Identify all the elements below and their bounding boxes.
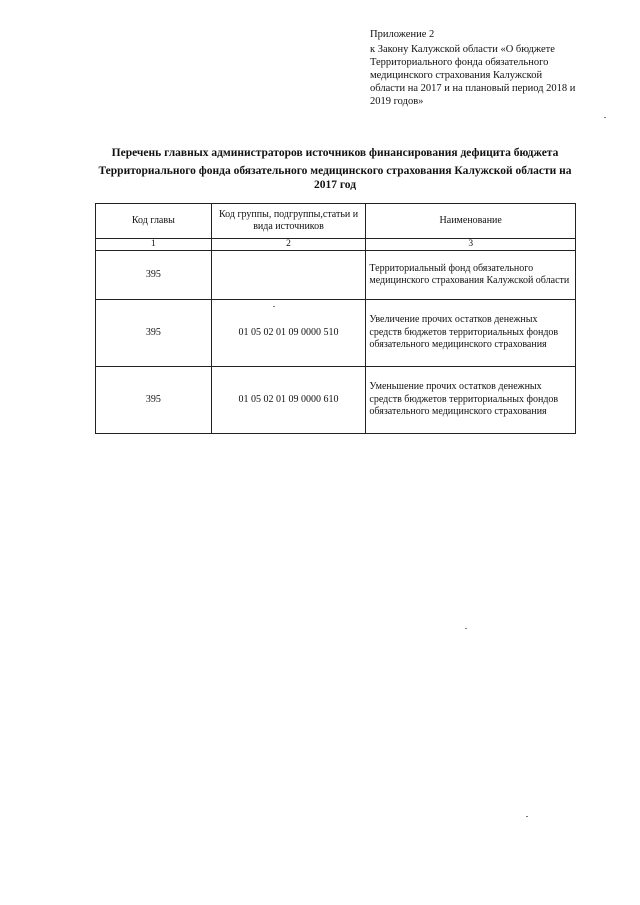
scan-speck	[604, 117, 606, 118]
appendix-title: Приложение 2	[370, 29, 435, 40]
column-number-row	[96, 239, 576, 251]
document-title-line1: Перечень главных администраторов источников финансирования дефицита бюджета	[111, 147, 559, 159]
column-number: 2	[211, 239, 366, 251]
name-cell: Территориальный фонд обязательного медицинского страхования Калужской области	[366, 251, 576, 300]
scan-speck	[526, 816, 528, 817]
name-cell: Уменьшение прочих остатков денежных средств бюджетов территориальных фондов обязательного медицинского страхования	[366, 367, 576, 434]
document-title-line2: Территориального фонда обязательного медицинского страхования Калужской области на 2017 год	[98, 165, 572, 191]
table-row	[96, 367, 576, 434]
column-number: 1	[96, 239, 212, 251]
chapter-code-cell: 395	[96, 367, 212, 434]
scan-speck	[273, 306, 275, 307]
administrators-table	[95, 203, 576, 434]
appendix-block	[370, 28, 600, 108]
scan-speck	[465, 628, 467, 629]
column-number: 3	[366, 239, 576, 251]
table-row	[96, 300, 576, 367]
source-code-cell: 01 05 02 01 09 0000 610	[211, 367, 366, 434]
header-chapter-code: Код главы	[96, 204, 212, 239]
name-cell: Увеличение прочих остатков денежных средств бюджетов территориальных фондов обязательного медицинского страхования	[366, 300, 576, 367]
appendix-line: к Закону Калужской области «О бюджете	[370, 44, 555, 55]
appendix-line: Территориального фонда обязательного	[370, 57, 549, 68]
table-row	[96, 251, 576, 300]
header-source-code: Код группы, подгруппы,статьи и вида источников	[211, 204, 366, 239]
chapter-code-cell: 395	[96, 251, 212, 300]
source-code-cell	[211, 251, 366, 300]
table-header-row	[96, 204, 576, 239]
appendix-line: 2019 годов»	[370, 96, 424, 107]
appendix-line: области на 2017 и на плановый период 2018 и	[370, 83, 576, 94]
source-code-cell: 01 05 02 01 09 0000 510	[211, 300, 366, 367]
chapter-code-cell: 395	[96, 300, 212, 367]
appendix-line: медицинского страхования Калужской	[370, 70, 543, 81]
header-name: Наименование	[366, 204, 576, 239]
